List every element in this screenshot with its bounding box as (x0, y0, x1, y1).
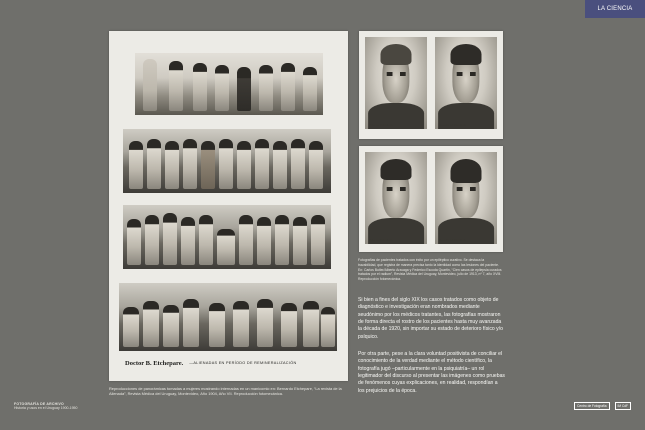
sponsor-logos (574, 402, 631, 410)
group-photos-sheet (109, 31, 348, 381)
sheet-caption (125, 357, 335, 369)
portrait-label: Antes del tratamiento (369, 124, 393, 127)
left-photo-caption: Reproducciones de panorámicas tomadas a mujeres mostrando internadas en un manicomio en: Bernardo Etchepare, “La revista de la Alienada”, Revista Médica del Uruguay, Montevideo, Año 1904, Año VII. Reproducción fotomecánica. (109, 386, 342, 397)
footer-subtitle: Historia y usos en el Uruguay 1900-1950 (14, 406, 78, 411)
cdf-logo: Centro de Fotografía (574, 402, 609, 410)
portraits-card-bottom (359, 146, 503, 252)
body-paragraph-2: Por otra parte, pese a la clara voluntad positivista de conciliar el conocimiento de la verdad mediante el método científico, la fotografía jugó –particularmente en la psiquiatría– un rol legitimador del discurso al presentar las imágenes como pruebas de fenómenos cuyas explicaciones, en realidad, respondían a los prejuicios de la época. (358, 351, 505, 394)
sheet-caption-text: —ALIENADAS EN PERÍODO DE REMINERALIZACIÓN (189, 361, 297, 365)
footer-title: FOTOGRAFÍA DE ARCHIVO (14, 402, 64, 406)
portrait-before-2 (365, 152, 427, 244)
group-photo-2 (123, 129, 331, 193)
group-photo-4 (119, 283, 337, 351)
body-paragraph-1: Si bien a fines del siglo XIX los casos tratados como objeto de diagnóstico e investigación eran nombrados mediante seudónimo por los médicos tratantes, las fotografías mostraron de forma directa el rostro de los pacientes hasta muy avanzada la década de 1920, sin importar su estado de deterioro físico y/o psíquico. (358, 297, 503, 340)
group-photo-1 (135, 53, 323, 115)
right-photo-caption: Fotografías de pacientes tratados con éxito por un epiléptico curativo. Se destaca la trazabilidad, que registra de manera precisa tanto la identidad como las lesiones del paciente. En: Carlos Butler/Alberto Arzuaga y Federico Escoda Quartin, “Cien casos de epilepsia curados tratados por el radium”, Revista Médica del Uruguay, Montevideo, julio de 1913, nº 7, año XVIII. Reproducción fotomecánica. (358, 258, 502, 282)
portrait-after-1 (435, 37, 497, 129)
section-tag: LA CIENCIA (585, 0, 645, 18)
footer-title-block (14, 402, 77, 411)
portrait-label: Antes del tratamiento (369, 239, 393, 242)
portrait-before-1 (365, 37, 427, 129)
portrait-after-2 (435, 152, 497, 244)
portrait-label: Después del tratamiento (439, 124, 467, 127)
portrait-label: Después del tratamiento (439, 239, 467, 242)
im-logo: IM CdF (615, 402, 631, 410)
portraits-card-top (359, 31, 503, 139)
sheet-caption-signature: Doctor B. Etchepare. (125, 359, 184, 367)
group-photo-3 (123, 205, 331, 269)
